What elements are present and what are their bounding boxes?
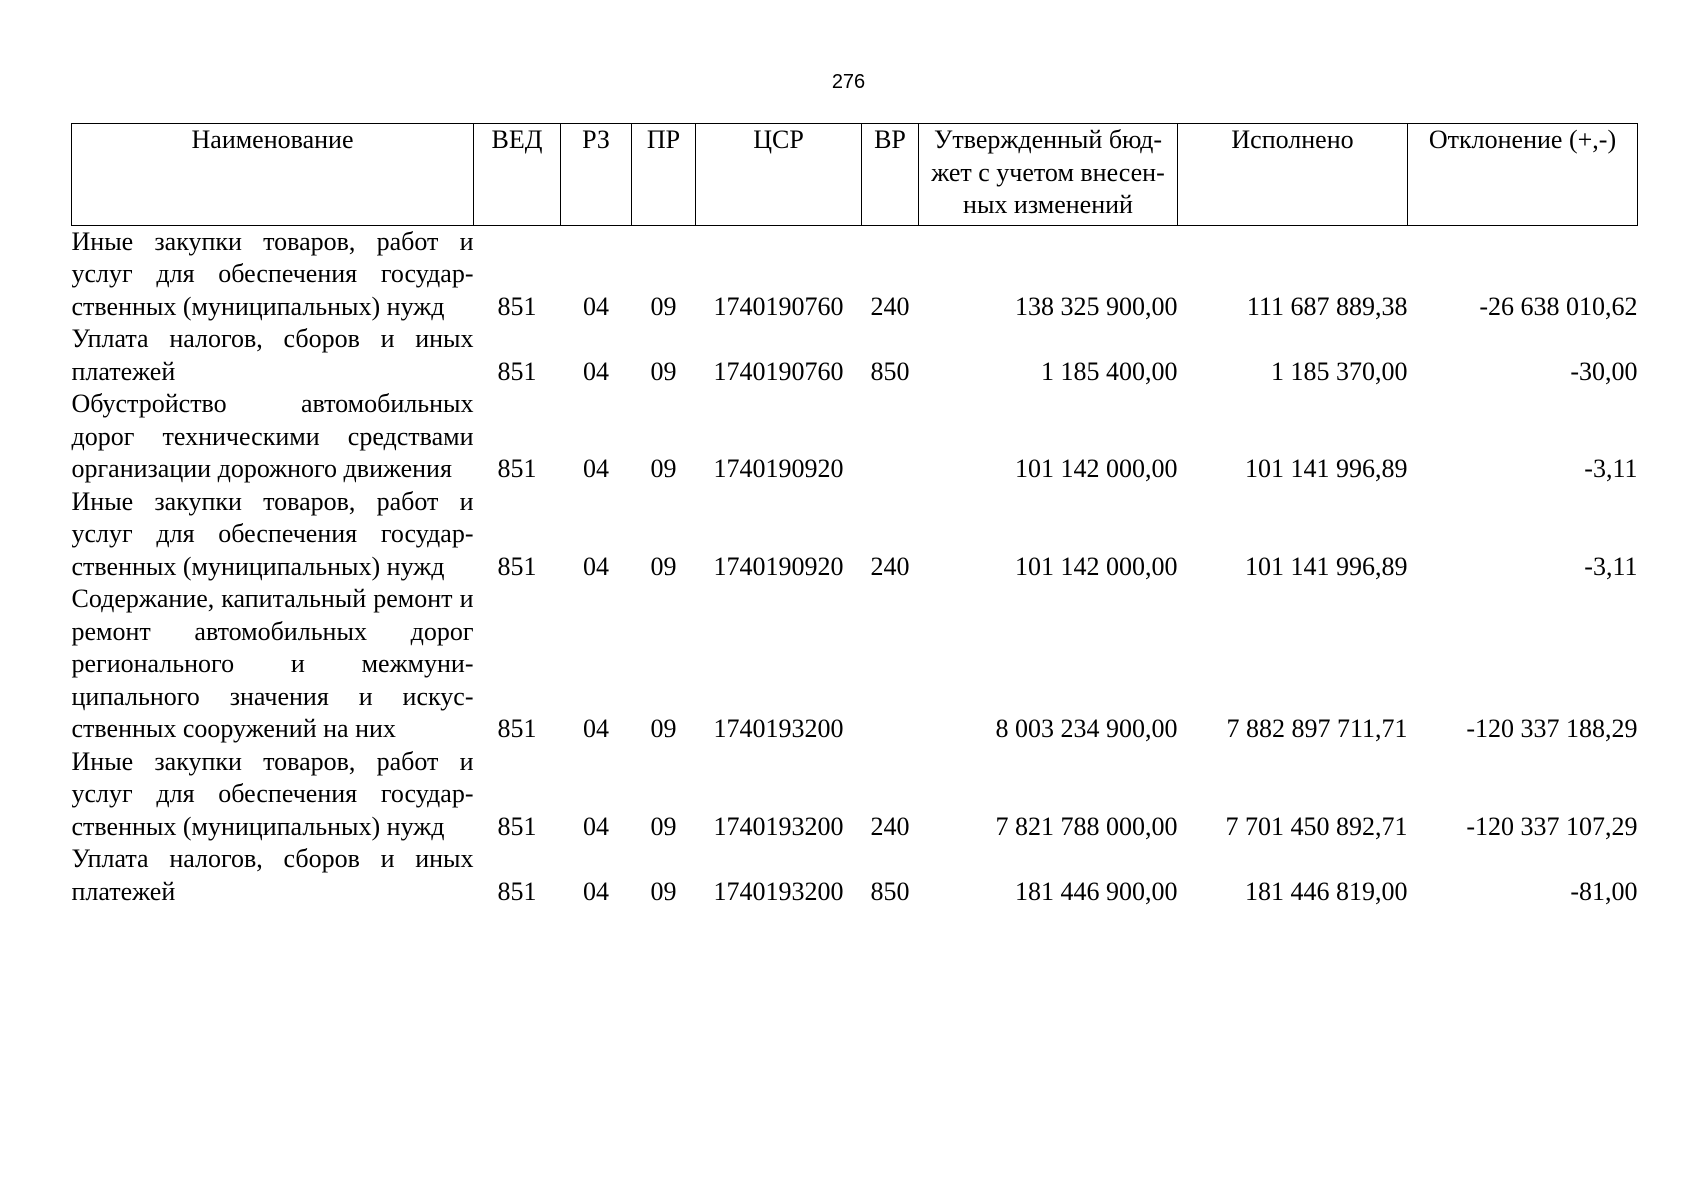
row-pr: 09	[650, 876, 677, 906]
row-executed: 1 185 370,00	[1271, 356, 1408, 386]
header-deviation: Отклонение (+,-)	[1408, 124, 1638, 226]
row-ved: 851	[497, 291, 537, 321]
table-row	[72, 746, 1638, 844]
row-approved: 7 821 788 000,00	[995, 811, 1178, 841]
row-name: Иные закупки товаров, работ и услуг для обеспечения государственных (муниципальных) нужд	[71, 746, 474, 841]
row-rz: 04	[583, 714, 609, 743]
row-approved: 138 325 900,00	[1015, 291, 1178, 321]
header-ved: ВЕД	[474, 124, 561, 226]
row-ved: 851	[497, 714, 537, 743]
row-approved: 101 142 000,00	[1015, 454, 1178, 483]
row-deviation: -3,11	[1584, 454, 1638, 483]
table-row	[72, 486, 1638, 584]
row-csr: 1740190760	[713, 291, 844, 321]
row-deviation: -81,00	[1570, 876, 1638, 906]
row-deviation: -26 638 010,62	[1479, 291, 1638, 321]
row-csr: 1740190920	[713, 551, 844, 581]
row-vr: 240	[870, 291, 910, 321]
table-row	[72, 323, 1638, 388]
row-vr: 240	[870, 811, 910, 841]
row-approved: 181 446 900,00	[1015, 876, 1178, 906]
header-pr: ПР	[632, 124, 696, 226]
row-name: Уплата налогов, сборов и иных платежей	[71, 844, 474, 906]
table-row	[72, 388, 1638, 486]
row-pr: 09	[650, 714, 677, 743]
row-name: Иные закупки товаров, работ и услуг для обеспечения государственных (муниципальных) нужд	[71, 486, 474, 581]
row-ved: 851	[497, 454, 537, 483]
row-vr	[862, 388, 919, 486]
row-csr: 1740193200	[713, 714, 844, 743]
row-vr: 850	[870, 876, 910, 906]
row-pr: 09	[650, 811, 677, 841]
table-row	[72, 583, 1638, 746]
row-pr: 09	[650, 454, 677, 483]
row-executed: 101 141 996,89	[1245, 551, 1408, 581]
row-rz: 04	[583, 811, 609, 841]
header-approved: Утвержденный бюд-жет с учетом внесен-ных изменений	[919, 124, 1178, 226]
row-rz: 04	[583, 291, 609, 321]
row-deviation: -120 337 188,29	[1466, 714, 1638, 743]
table-header-row	[72, 124, 1638, 226]
row-csr: 1740190920	[713, 454, 844, 483]
row-rz: 04	[583, 876, 609, 906]
row-approved: 8 003 234 900,00	[995, 714, 1178, 743]
row-ved: 851	[497, 551, 537, 581]
row-vr: 850	[870, 356, 910, 386]
header-executed: Исполнено	[1178, 124, 1408, 226]
row-pr: 09	[650, 356, 677, 386]
row-name: Обустройство автомобильных дорог техническими средствами организации дорожного движения	[71, 389, 474, 483]
row-pr: 09	[650, 291, 677, 321]
row-name: Уплата налогов, сборов и иных платежей	[71, 324, 474, 386]
row-rz: 04	[583, 356, 609, 386]
row-vr	[862, 583, 919, 746]
row-approved: 101 142 000,00	[1015, 551, 1178, 581]
row-executed: 7 701 450 892,71	[1225, 811, 1408, 841]
row-vr: 240	[870, 551, 910, 581]
row-deviation: -30,00	[1570, 356, 1638, 386]
table-row	[72, 225, 1638, 323]
page-number: 276	[831, 71, 866, 93]
row-rz: 04	[583, 551, 609, 581]
row-ved: 851	[497, 356, 537, 386]
row-csr: 1740193200	[713, 876, 844, 906]
row-pr: 09	[650, 551, 677, 581]
row-executed: 101 141 996,89	[1245, 454, 1408, 483]
row-executed: 181 446 819,00	[1245, 876, 1408, 906]
row-csr: 1740190760	[713, 356, 844, 386]
row-executed: 7 882 897 711,71	[1226, 714, 1408, 743]
header-csr: ЦСР	[696, 124, 862, 226]
row-name: Содержание, капитальный ремонт и ремонт автомобильных дорог регионального и межмуниципального значения и искусственных сооружений на них	[71, 584, 474, 743]
header-name: Наименование	[72, 124, 474, 226]
header-rz: РЗ	[561, 124, 632, 226]
budget-table	[71, 123, 1638, 908]
row-executed: 111 687 889,38	[1246, 291, 1408, 321]
row-deviation: -120 337 107,29	[1466, 811, 1638, 841]
row-csr: 1740193200	[713, 811, 844, 841]
row-ved: 851	[497, 876, 537, 906]
row-deviation: -3,11	[1584, 551, 1638, 581]
row-ved: 851	[497, 811, 537, 841]
row-rz: 04	[583, 454, 609, 483]
row-approved: 1 185 400,00	[1041, 356, 1178, 386]
table-row	[72, 843, 1638, 908]
row-name: Иные закупки товаров, работ и услуг для обеспечения государственных (муниципальных) нужд	[71, 226, 474, 321]
header-vr: ВР	[862, 124, 919, 226]
